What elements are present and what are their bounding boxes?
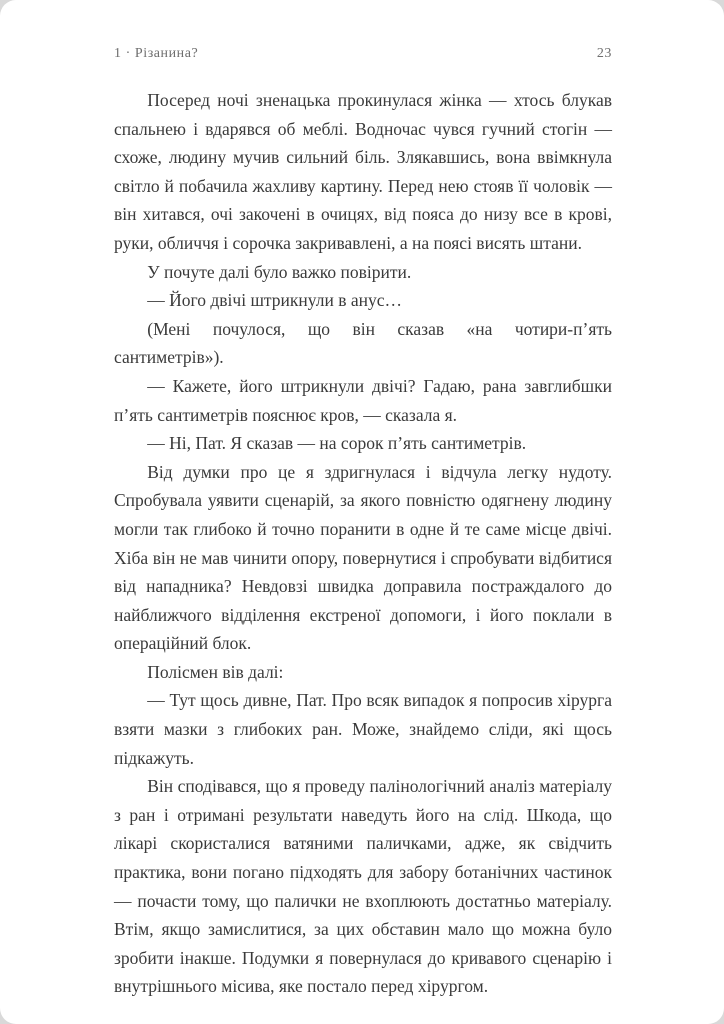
chapter-title: 1 · Різанина?	[114, 46, 199, 61]
paragraph: Посеред ночі зненацька прокинулася жінка — хтось блукав спальнею і вдарявся об меблі. Водночас чувся гучний стогін — схоже, людину мучив сильний біль. Злякавшись, вона ввімкнула світло й побачила жахливу картину. Перед нею стояв її чоловік — він хитався, очі закочені в очицях, від пояса до низу все в крові, руки, обличчя і сорочка закривавлені, а на поясі висять штани.	[114, 90, 612, 253]
paragraph: — Його двічі штрикнули в анус…	[147, 290, 403, 311]
body-text	[114, 86, 612, 1001]
paragraph: Він сподівався, що я проведу палінологічний аналіз матеріалу з ран і отримані результати наведуть його на слід. Шкода, що лікарі скористалися ватяними паличками, адже, як свідчить практика, вони погано підходять для забору ботанічних частинок — почасти тому, що палички не вхоплюють достатньо матеріалу. Втім, якщо замислитися, за цих обставин мало що можна було зробити інакше. Подумки я повернулася до кривавого сценарію і внутрішнього місива, яке постало перед хірургом.	[114, 776, 612, 997]
page-number: 23	[596, 46, 612, 61]
paragraph: Полісмен вів далі:	[147, 661, 284, 682]
paragraph: Від думки про це я здригнулася і відчула легку нудоту. Спробувала уявити сценарій, за якого повністю одягнену людину могли так глибоко й точно поранити в одне й те саме місце двічі. Хіба він не мав чинити опору, повернутися і спробувати відбитися від нападника? Невдовзі швидка доправила постраждалого до найближчого відділення екстреної допомоги, і його поклали в операційний блок.	[114, 461, 612, 654]
paragraph: — Кажете, його штрикнули двічі? Гадаю, рана завглибшки п’ять сантиметрів пояснює кров, — сказала я.	[114, 375, 612, 425]
paragraph: У почуте далі було важко повірити.	[147, 261, 412, 282]
page-header	[114, 46, 612, 62]
paragraph: — Тут щось дивне, Пат. Про всяк випадок я попросив хірурга взяти мазки з глибоких ран. Може, знайдемо сліди, які щось підкажуть.	[114, 690, 612, 768]
paragraph: — Ні, Пат. Я сказав — на сорок п’ять сантиметрів.	[147, 433, 527, 454]
paragraph: (Мені почулося, що він сказав «на чотири-п’ять сантиметрів»).	[114, 318, 612, 368]
